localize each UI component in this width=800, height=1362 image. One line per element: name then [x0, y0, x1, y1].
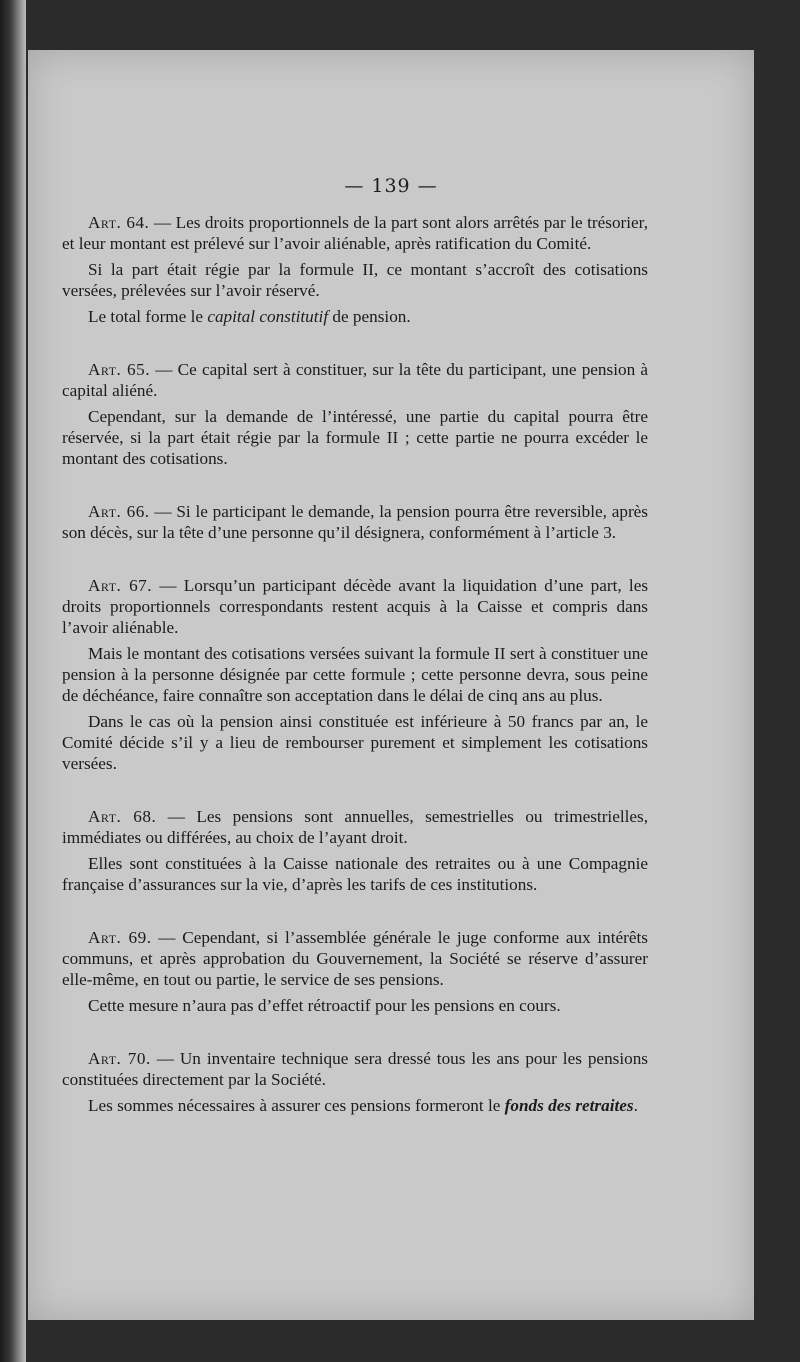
article-67: [62, 575, 648, 774]
article-paragraph: Mais le montant des cotisations versées suivant la formule II sert à constituer une pension à la personne désignée par cette formule ; cette personne devra, sous peine de déchéance, faire connaître son acceptation dans le délai de cinq ans au plus.: [62, 644, 648, 705]
paragraph-text: — Un inventaire technique sera dressé tous les ans pour les pensions constituées directement par la Société.: [62, 1049, 648, 1089]
article-paragraph: Si la part était régie par la formule II, ce montant s’accroît des cotisations versées, prélevées sur l’avoir réservé.: [62, 260, 648, 300]
article-paragraph: [62, 212, 648, 254]
article-69: [62, 927, 648, 1016]
book-page: [28, 50, 754, 1320]
book-binding-edge: [0, 0, 26, 1362]
article-label: Art. 67.: [88, 576, 153, 595]
article-paragraph: Dans le cas où la pension ainsi constituée est inférieure à 50 francs par an, le Comité décide s’il y a lieu de rembourser purement et simplement les cotisations versées.: [62, 712, 648, 773]
article-paragraph: [62, 1095, 648, 1116]
article-label: Art. 70.: [88, 1049, 151, 1068]
article-paragraph: [62, 575, 648, 638]
page-body: [62, 212, 648, 1148]
article-label: Art. 66.: [88, 502, 150, 521]
emphasis-text: fonds des retraites: [504, 1096, 634, 1115]
article-label: Art. 65.: [88, 360, 151, 379]
article-paragraph: [62, 1048, 648, 1090]
paragraph-text: Les sommes nécessaires à assurer ces pensions formeront le: [88, 1096, 505, 1115]
paragraph-text: — Si le participant le demande, la pension pourra être reversible, après son décès, sur la tête d’une personne qu’il désignera, conformément à l’article 3.: [62, 502, 648, 542]
article-paragraph: [62, 927, 648, 990]
paragraph-text: — Les droits proportionnels de la part sont alors arrêtés par le trésorier, et leur montant est prélevé sur l’avoir aliénable, après ratification du Comité.: [62, 213, 649, 253]
emphasis-text: capital constitutif: [207, 307, 329, 326]
article-paragraph: Cependant, sur la demande de l’intéressé, une partie du capital pourra être réservée, si la part était régie par la formule II ; cette partie ne pourra excéder le montant des cotisations.: [62, 407, 648, 468]
article-65: [62, 359, 648, 469]
article-paragraph: [62, 306, 648, 327]
article-68: [62, 806, 648, 895]
article-label: Art. 64.: [88, 213, 150, 232]
paragraph-text: de pension.: [328, 307, 411, 326]
article-70: [62, 1048, 648, 1116]
paragraph-text: — Les pensions sont annuelles, semestrielles ou trimestrielles, immédiates ou différées, au choix de l’ayant droit.: [62, 807, 648, 847]
paragraph-text: — Ce capital sert à constituer, sur la tête du participant, une pension à capital aliéné.: [62, 360, 649, 400]
article-label: Art. 69.: [88, 928, 152, 947]
article-paragraph: [62, 501, 648, 543]
article-paragraph: [62, 359, 648, 401]
article-64: [62, 212, 648, 327]
article-paragraph: Elles sont constituées à la Caisse nationale des retraites ou à une Compagnie française d’assurances sur la vie, d’après les tarifs de ces institutions.: [62, 854, 648, 894]
paragraph-text: — Cependant, si l’assemblée générale le juge conforme aux intérêts communs, et après approbation du Gouvernement, la Société se réserve d’assurer elle-même, en tout ou partie, le service de ses pensions.: [62, 928, 648, 989]
paragraph-text: .: [633, 1096, 638, 1115]
paragraph-text: Le total forme le: [88, 307, 208, 326]
paragraph-text: — Lorsqu’un participant décède avant la liquidation d’une part, les droits proportionnels correspondants restent acquis à la Caisse et compris dans l’avoir aliénable.: [62, 576, 649, 637]
page-number: — 139 —: [344, 175, 438, 197]
article-paragraph: [62, 806, 648, 848]
article-label: Art. 68.: [88, 807, 157, 826]
article-66: [62, 501, 648, 543]
article-paragraph: Cette mesure n’aura pas d’effet rétroactif pour les pensions en cours.: [88, 996, 561, 1015]
